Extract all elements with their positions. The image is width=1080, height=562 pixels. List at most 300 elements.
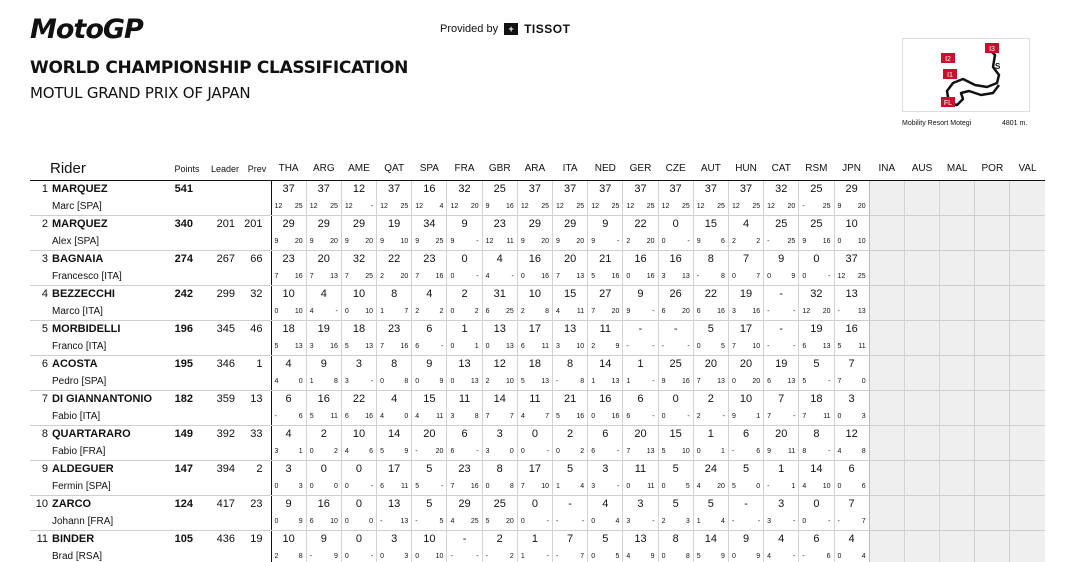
race-total: 13 [458,358,471,370]
race-points: 11 [858,342,866,350]
race-points: - [511,272,514,280]
race-split-cell [904,548,939,562]
race-column-header: ARG [306,158,341,180]
race-points-cell [693,355,728,373]
race-points-cell [377,530,412,548]
race-split-cell [588,303,623,321]
race-total: 3 [285,463,292,475]
race-points: 1 [721,447,725,455]
sprint-points: - [556,552,559,560]
race-split-cell [693,443,728,461]
race-points: 9 [333,552,338,560]
race-points-cell [834,250,869,268]
sprint-points: - [731,517,735,525]
race-points-cell [412,390,447,408]
race-split-cell [482,478,517,496]
race-split-cell [940,303,975,321]
race-total: 19 [388,218,401,230]
race-points-cell [341,285,376,303]
race-total: 23 [458,463,471,475]
sprint-points: 9 [520,237,525,245]
sprint-points: 6 [626,412,631,420]
race-split-cell [447,303,482,321]
race-points: 0 [861,377,866,385]
sprint-points: 12 [450,202,459,210]
race-points: 3 [861,412,866,420]
race-split-cell [517,338,552,356]
race-split-cell [588,198,623,216]
spacer-cell [167,408,207,426]
race-total: 5 [707,323,714,335]
sector-label-fl: FL [943,100,953,107]
race-points-cell [869,180,904,198]
race-points: 1 [791,482,796,490]
rider-position: 8 [41,428,48,440]
sprint-points: 4 [556,307,560,315]
race-points: 9 [404,447,409,455]
race-split-cell [517,548,552,562]
rider-last-name: MARQUEZ [52,218,108,230]
rider-first-name: Alex [SPA] [52,236,100,247]
sprint-points: 6 [696,307,701,315]
race-points-cell [940,495,975,513]
race-points-cell [869,460,904,478]
rider-gap-leader: 299 [216,288,235,300]
race-points: 10 [576,342,585,350]
spacer-cell [207,198,243,216]
race-total: 4 [391,393,398,405]
race-points-cell [447,355,482,373]
race-points-cell [377,320,412,338]
rider-gap-prev: 13 [250,393,263,405]
race-total: 3 [848,393,855,405]
race-total: 9 [426,358,433,370]
race-points-cell [764,285,799,303]
race-points-cell [1010,495,1045,513]
race-points-cell [623,425,658,443]
race-split-cell [799,478,834,496]
race-split-cell [341,513,376,531]
race-points-cell [482,320,517,338]
race-split-cell [693,303,728,321]
race-total: 25 [669,358,682,370]
race-split-cell [447,268,482,286]
race-split-cell [623,198,658,216]
race-points-cell [764,215,799,233]
race-points: 13 [822,342,831,350]
race-total: 37 [739,183,753,195]
race-split-cell [306,373,341,391]
race-points: 2 [580,447,585,455]
sprint-points: 6 [380,482,384,490]
race-points-cell [728,530,763,548]
race-split-cell [975,408,1010,426]
race-total: 5 [602,533,609,545]
race-split-cell [904,198,939,216]
race-split-cell [553,408,588,426]
race-points-cell [693,530,728,548]
race-split-cell [904,443,939,461]
race-split-cell [869,408,904,426]
spacer-cell [167,338,207,356]
sprint-points: 5 [731,482,736,490]
sprint-points: 4 [485,272,490,280]
sprint-points: 7 [274,272,279,280]
race-total: 8 [707,253,714,265]
race-total: 8 [672,533,679,545]
race-points-cell [693,250,728,268]
sprint-points: 0 [591,412,596,420]
spacer-cell [243,373,271,391]
race-split-cell [553,478,588,496]
race-points-cell [693,460,728,478]
sprint-points: - [556,517,559,525]
race-total: 3 [496,428,503,440]
race-split-cell [377,268,412,286]
race-points: 16 [752,307,761,315]
race-split-cell [377,443,412,461]
sprint-points: 0 [450,272,455,280]
sprint-points: 4 [626,552,631,560]
race-split-cell [271,478,306,496]
sprint-points: 0 [696,342,701,350]
race-split-cell [904,373,939,391]
race-points-cell [341,460,376,478]
race-split-cell [728,268,763,286]
spacer-cell [207,408,243,426]
race-split-cell [517,513,552,531]
race-points-cell [728,495,763,513]
race-points: 7 [580,552,585,560]
race-points-cell [693,495,728,513]
race-column-header: AME [341,158,376,180]
race-points-cell [1010,460,1045,478]
race-points-cell [693,180,728,198]
classification-table [30,158,1045,562]
race-points-cell [306,215,341,233]
race-points-cell [904,390,939,408]
spacer-cell [243,478,271,496]
race-points: 0 [298,377,303,385]
race-points: - [652,342,655,350]
rider-row [30,180,1045,198]
race-total: 37 [845,253,858,265]
race-split-cell [869,338,904,356]
race-points-cell [482,215,517,233]
race-split-cell [447,548,482,562]
race-split-cell [764,233,799,251]
race-points-cell [341,530,376,548]
race-total: 4 [496,253,503,265]
race-points: 13 [541,377,549,385]
sprint-points: 9 [802,237,807,245]
race-split-cell [869,198,904,216]
race-points: 5 [615,552,620,560]
race-points-cell [447,495,482,513]
race-points-cell [412,320,447,338]
race-points-cell [377,495,412,513]
spacer-cell [167,443,207,461]
sprint-points: 6 [485,307,490,315]
race-split-cell [693,478,728,496]
race-split-cell [799,303,834,321]
race-total: 22 [704,288,717,300]
race-points: 6 [861,482,866,490]
race-split-cell [412,303,447,321]
race-split-cell [412,478,447,496]
race-split-cell [693,198,728,216]
race-points-cell [447,215,482,233]
race-points: 0 [369,517,374,525]
spacer-cell [243,268,271,286]
race-split-cell [904,303,939,321]
race-total: 4 [426,288,433,300]
race-total: 21 [563,393,577,405]
rider-first-cell [30,268,167,286]
rider-row-detail [30,303,1045,321]
race-points-cell [377,425,412,443]
race-points-cell [869,250,904,268]
race-points-cell [271,215,306,233]
sprint-points: 12 [837,272,846,280]
race-points: 25 [400,202,409,210]
track-length: 4801 m. [1002,120,1028,127]
sprint-points: 4 [520,412,525,420]
race-split-cell [482,373,517,391]
race-points-cell [623,390,658,408]
race-points-cell [377,285,412,303]
race-total: 16 [634,253,647,265]
rider-first-name: Marco [ITA] [52,306,103,317]
race-points-cell [553,250,588,268]
rider-position: 10 [35,498,48,510]
race-points-cell [377,180,412,198]
sprint-points: 2 [485,377,490,385]
race-split-cell [728,198,763,216]
sprint-points: 12 [767,202,775,210]
rider-row-detail [30,373,1045,391]
race-points-cell [1010,355,1045,373]
leader-column-header: Leader [207,158,243,180]
race-points-cell [1010,250,1045,268]
race-split-cell [623,408,658,426]
race-points: 16 [470,482,479,490]
race-total: - [779,323,784,335]
race-points: - [828,517,831,525]
spacer-cell [207,478,243,496]
race-points-cell [341,180,376,198]
motogp-logo [30,14,143,45]
race-split-cell [623,443,658,461]
race-total: 25 [810,218,823,230]
race-points: 5 [721,342,725,350]
sprint-points: 0 [380,552,384,560]
race-points: 7 [861,517,866,525]
race-split-cell [447,198,482,216]
sprint-points: - [485,552,488,560]
race-total: 29 [317,218,330,230]
rider-last-name: QUARTARARO [52,428,131,440]
race-points-cell [1010,390,1045,408]
sprint-points: 7 [415,272,420,280]
sprint-points: 12 [696,202,705,210]
race-points-cell [1010,180,1045,198]
race-split-cell [482,513,517,531]
race-split-cell [517,408,552,426]
spacer-cell [207,268,243,286]
race-split-cell [658,408,693,426]
race-points: 3 [404,552,409,560]
race-points-cell [834,355,869,373]
race-split-cell [658,338,693,356]
race-column-header: CAT [764,158,799,180]
race-total: 10 [739,393,753,405]
race-total: 20 [563,253,577,265]
race-points-cell [658,180,693,198]
race-points-cell [412,425,447,443]
race-total: 10 [423,533,436,545]
race-points: 13 [506,342,514,350]
race-points-cell [940,355,975,373]
race-points-cell [693,390,728,408]
sprint-points: 3 [274,447,279,455]
race-points-cell [693,285,728,303]
sprint-points: 9 [837,202,842,210]
race-split-cell [869,478,904,496]
sprint-points: - [450,552,453,560]
race-points: - [441,482,444,490]
logo-text: MotoGP [30,14,143,45]
race-points-cell [306,320,341,338]
race-total: 7 [778,393,785,405]
sprint-points: 7 [344,272,349,280]
race-points: 1 [474,342,479,350]
race-split-cell [412,548,447,562]
race-points-cell [623,530,658,548]
race-points-cell [271,425,306,443]
sprint-points: 9 [696,237,701,245]
race-points: 4 [439,202,444,210]
race-column-header: JPN [834,158,869,180]
race-points: 3 [685,517,690,525]
sprint-points: 3 [556,342,560,350]
race-points: 16 [400,342,409,350]
race-points: - [792,412,796,420]
race-points-cell [975,285,1010,303]
race-points: 16 [365,412,374,420]
race-points: 10 [435,552,444,560]
race-total: 13 [563,323,577,335]
race-total: 29 [845,183,858,195]
sprint-points: 5 [696,552,701,560]
race-points: 13 [576,272,585,280]
race-split-cell [412,268,447,286]
race-points: - [617,482,620,490]
race-total: 18 [810,393,823,405]
sprint-points: 0 [274,517,279,525]
race-split-cell [1010,548,1045,562]
race-points: 16 [330,342,338,350]
race-total: 17 [739,323,753,335]
race-split-cell [271,233,306,251]
race-points: 10 [822,482,831,490]
sprint-points: 6 [415,342,420,350]
sprint-points: 7 [556,272,560,280]
rider-position: 7 [41,393,48,405]
race-total: 6 [742,428,750,440]
race-points: 9 [650,552,655,560]
race-points-cell [553,460,588,478]
sprint-points: - [802,202,805,210]
race-points-cell [447,425,482,443]
sponsor-line [440,22,570,36]
race-points: - [792,552,796,560]
race-points: 11 [541,342,549,350]
sprint-points: 3 [626,517,631,525]
race-points-cell [482,285,517,303]
race-column-header: INA [869,158,904,180]
race-total: 13 [388,498,401,510]
race-total: 20 [775,428,788,440]
rider-cell [30,530,167,548]
race-points-cell [623,495,658,513]
race-points: - [722,412,725,420]
race-split-cell [869,268,904,286]
race-total: 13 [634,533,647,545]
race-split-cell [553,548,588,562]
race-split-cell [1010,408,1045,426]
race-split-cell [764,408,799,426]
race-points: 6 [756,447,761,455]
race-total: - [462,533,467,545]
rider-row-detail [30,443,1045,461]
race-split-cell [517,478,552,496]
race-points: 25 [435,237,444,245]
race-total: 13 [493,323,506,335]
race-points-cell [482,530,517,548]
race-split-cell [341,443,376,461]
race-total: 3 [602,463,609,475]
race-points: 11 [400,482,409,490]
race-split-cell [271,443,306,461]
race-total: 0 [813,498,820,510]
race-points-cell [623,355,658,373]
rider-row-detail [30,478,1045,496]
race-points-cell [975,320,1010,338]
rider-row [30,495,1045,513]
sprint-points: 12 [485,237,494,245]
race-points-cell [975,495,1010,513]
race-points: 16 [717,307,725,315]
race-points-cell [271,250,306,268]
sprint-points: 4 [837,447,842,455]
race-split-cell [341,303,376,321]
race-points-cell [623,460,658,478]
race-points-cell [553,215,588,233]
race-points: 7 [509,412,514,420]
race-total: 22 [352,393,366,405]
rider-points: 149 [174,428,193,440]
race-points: 1 [756,412,761,420]
sprint-points: 12 [520,202,529,210]
race-points-cell [764,180,799,198]
race-split-cell [341,338,376,356]
race-split-cell [306,198,341,216]
race-total: 1 [531,533,538,545]
race-points-cell [728,250,763,268]
race-total: 29 [563,218,577,230]
race-total: 4 [285,358,292,370]
